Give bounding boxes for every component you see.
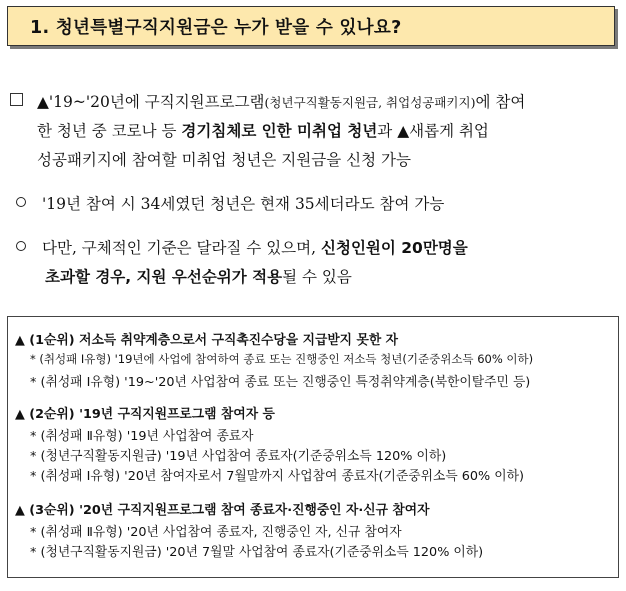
circle-bullet-icon [16,197,26,207]
main-bullet-line-1: ▲'19~'20년에 구직지원프로그램(청년구직활동지원금, 취업성공패키지)에 참여 [10,88,525,117]
sub-bullet-2-line-2: 초과할 경우, 지원 우선순위가 적용될 수 있음 [45,268,352,286]
priority-box [7,316,619,578]
main-bullet-line-3: 성공패키지에 참여할 미취업 청년은 지원금을 신청 가능 [37,151,411,169]
priority-1-heading: ▲ (1순위) 저소득 취약계층으로서 구직촉진수당을 지급받지 못한 자 [15,333,399,348]
sub-bullet-2-line-1: 다만, 구체적인 기준은 달라질 수 있으며, 신청인원이 20만명을 [16,234,468,263]
priority-2-heading: ▲ (2순위) '19년 구직지원프로그램 참여자 등 [15,407,275,422]
priority-3-item: * (청년구직활동지원금) '20년 7월말 사업참여 종료자(기준중위소득 120% 이하) [30,545,484,560]
priority-2-item: * (청년구직활동지원금) '19년 사업참여 종료자(기준중위소득 120% 이하) [30,449,447,464]
square-bullet-icon [10,93,23,106]
priority-1-item: * (취성패 Ⅰ유형) '19년에 사업에 참여하여 종료 또는 진행중인 저소득 청년(기준중위소득 60% 이하) [30,352,534,366]
section-title: 1. 청년특별구직지원금은 누가 받을 수 있나요? [30,17,402,38]
section-title-box [7,6,615,46]
priority-2-item: * (취성패 Ⅱ유형) '19년 사업참여 종료자 [30,429,254,444]
circle-bullet-icon [16,241,26,251]
sub-bullet-1: '19년 참여 시 34세였던 청년은 현재 35세더라도 참여 가능 [16,190,444,219]
priority-3-item: * (취성패 Ⅱ유형) '20년 사업참여 종료자, 진행중인 자, 신규 참여자 [30,525,402,540]
priority-2-item: * (취성패 Ⅰ유형) '20년 참여자로서 7월말까지 사업참여 종료자(기준중위소득 60% 이하) [30,469,524,484]
priority-1-item: * (취성패 Ⅰ유형) '19~'20년 사업참여 종료 또는 진행중인 특정취약계층(북한이탈주민 등) [30,375,531,390]
priority-3-heading: ▲ (3순위) '20년 구직지원프로그램 참여 종료자·진행중인 자·신규 참여자 [15,503,430,518]
main-bullet-line-2: 한 청년 중 코로나 등 경기침체로 인한 미취업 청년과 ▲새롭게 취업 [37,122,489,140]
